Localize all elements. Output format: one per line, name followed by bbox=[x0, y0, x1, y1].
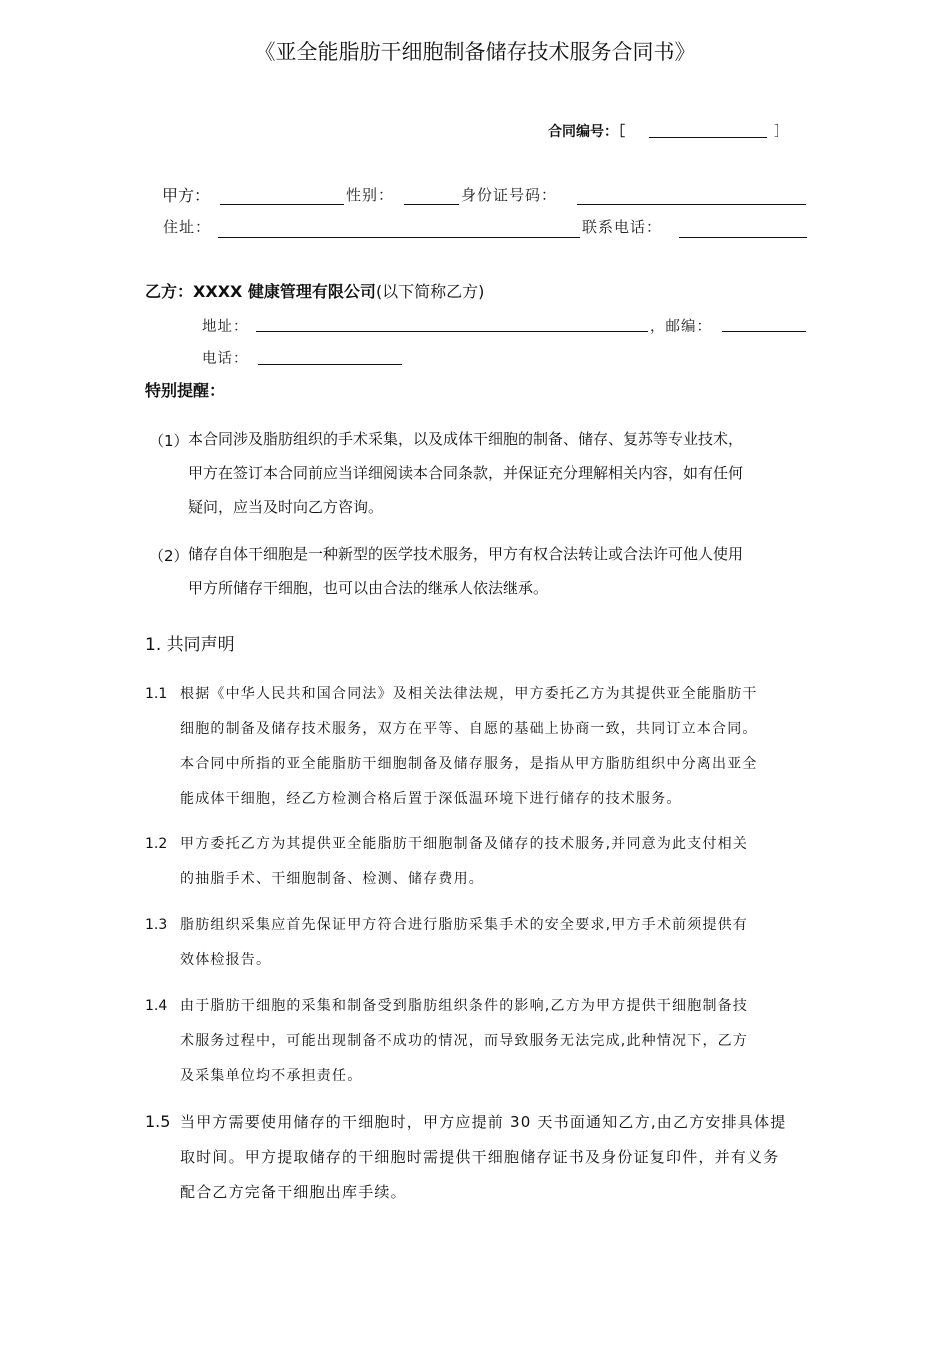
id-number-field[interactable] bbox=[577, 204, 806, 205]
reminder-line: 本合同涉及脂肪组织的手术采集，以及成体干细胞的制备、储存、复苏等专业技术， bbox=[188, 430, 744, 448]
reminder-line: 储存自体干细胞是一种新型的医学技术服务，甲方有权合法转让或合法许可他人使用 bbox=[188, 545, 744, 563]
clause-line: 配合乙方完备干细胞出库手续。 bbox=[180, 1183, 407, 1201]
reminder-item-2 bbox=[188, 537, 743, 605]
address-label: 住址： bbox=[163, 218, 212, 236]
reminder-line: 甲方所储存干细胞，也可以由合法的继承人依法继承。 bbox=[188, 579, 549, 597]
clause-line: 根据《中华人民共和国合同法》及相关法律法规，甲方委托乙方为其提供亚全能脂肪干 bbox=[180, 686, 758, 702]
postcode-label: ，邮编： bbox=[650, 319, 712, 335]
reminder-line: 疑问，应当及时向乙方咨询。 bbox=[188, 498, 384, 516]
clause-number: 1.5 bbox=[145, 1112, 171, 1131]
party-a-name-field[interactable] bbox=[220, 204, 344, 205]
clause-1-2 bbox=[180, 827, 748, 897]
clause-1-5 bbox=[180, 1105, 786, 1210]
gender-label: 性别： bbox=[346, 186, 395, 204]
address-field[interactable] bbox=[218, 237, 580, 238]
party-b-phone-field[interactable] bbox=[258, 364, 402, 365]
clause-line: 脂肪组织采集应首先保证甲方符合进行脂肪采集手术的安全要求,甲方手术前须提供有 bbox=[180, 917, 749, 933]
clause-line: 由于脂肪干细胞的采集和制备受到脂肪组织条件的影响,乙方为甲方提供干细胞制备技 bbox=[180, 998, 749, 1014]
id-number-label: 身份证号码： bbox=[461, 186, 558, 204]
reminder-item-1 bbox=[188, 422, 743, 524]
clause-number: 1.2 bbox=[145, 836, 168, 852]
party-b-phone-label: 电话： bbox=[202, 351, 249, 367]
postcode-field[interactable] bbox=[722, 331, 806, 332]
clause-line: 能成体干细胞，经乙方检测合格后置于深低温环境下进行储存的技术服务。 bbox=[180, 791, 682, 807]
reminder-number: （2） bbox=[149, 547, 189, 565]
clause-line: 本合同中所指的亚全能脂肪干细胞制备及储存服务，是指从甲方脂肪组织中分离出亚全 bbox=[180, 756, 758, 772]
contract-number-close: ］ bbox=[774, 124, 788, 140]
clause-line: 当甲方需要使用储存的干细胞时，甲方应提前 30 天书面通知乙方,由乙方安排具体提 bbox=[180, 1113, 787, 1131]
gender-field[interactable] bbox=[404, 204, 459, 205]
reminder-number: （1） bbox=[149, 432, 189, 450]
clause-number: 1.3 bbox=[145, 917, 168, 933]
clause-number: 1.1 bbox=[145, 686, 168, 702]
party-b-label: 乙方： bbox=[145, 282, 194, 301]
clause-line: 术服务过程中，可能出现制备不成功的情况，而导致服务无法完成,此种情况下，乙方 bbox=[180, 1033, 749, 1049]
party-a-label: 甲方： bbox=[162, 186, 211, 205]
clause-1-4 bbox=[180, 989, 748, 1094]
reminder-line: 甲方在签订本合同前应当详细阅读本合同条款，并保证充分理解相关内容，如有任何 bbox=[188, 464, 744, 482]
party-b-company: XXXX 健康管理有限公司 bbox=[193, 282, 376, 301]
party-b-line bbox=[145, 279, 484, 302]
party-b-address-field[interactable] bbox=[256, 331, 648, 332]
contract-number-label: 合同编号：［ bbox=[548, 124, 625, 140]
document-title: 《亚全能脂肪干细胞制备储存技术服务合同书》 bbox=[254, 40, 696, 64]
clause-line: 取时间。甲方提取储存的干细胞时需提供干细胞储存证书及身份证复印件，并有义务 bbox=[180, 1148, 780, 1166]
clause-line: 及采集单位均不承担责任。 bbox=[180, 1068, 363, 1084]
clause-1-3 bbox=[180, 908, 748, 978]
clause-1-1 bbox=[180, 677, 758, 817]
contact-phone-field[interactable] bbox=[679, 237, 807, 238]
special-reminder-heading: 特别提醒： bbox=[145, 381, 226, 400]
party-b-address-label: 地址： bbox=[202, 319, 249, 335]
clause-line: 甲方委托乙方为其提供亚全能脂肪干细胞制备及储存的技术服务,并同意为此支付相关 bbox=[180, 836, 749, 852]
clause-line: 的抽脂手术、干细胞制备、检测、储存费用。 bbox=[180, 871, 484, 887]
party-b-suffix: (以下简称乙方) bbox=[375, 282, 485, 301]
clause-line: 效体检报告。 bbox=[180, 952, 272, 968]
clause-number: 1.4 bbox=[145, 998, 168, 1014]
section-1-heading: 1. 共同声明 bbox=[145, 635, 235, 655]
clause-line: 细胞的制备及储存技术服务，双方在平等、自愿的基础上协商一致，共同订立本合同。 bbox=[180, 721, 758, 737]
contact-phone-label: 联系电话： bbox=[582, 218, 663, 236]
contract-number-blank[interactable] bbox=[649, 137, 767, 138]
